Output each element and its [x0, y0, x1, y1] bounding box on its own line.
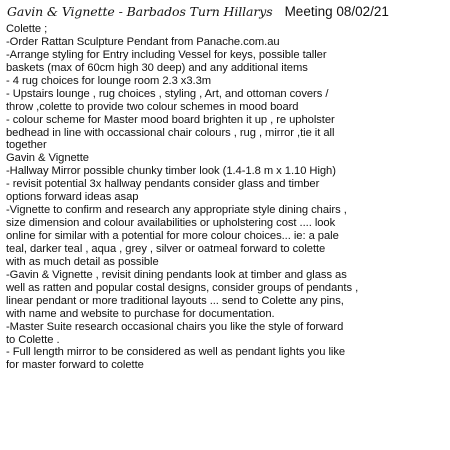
note-line: with name and website to purchase for documentation.: [6, 307, 275, 320]
page-title: Gavin & Vignette - Barbados Turn Hillarys: [7, 4, 273, 19]
note-line: -Gavin & Vignette , revisit dining pendants look at timber and glass as: [6, 268, 347, 281]
note-line: to Colette .: [6, 333, 60, 346]
note-line: -Master Suite research occasional chairs you like the style of forward: [6, 320, 344, 333]
note-line: size dimension and colour availabilities or upholstering cost .... look: [6, 217, 336, 230]
note-line: options forward ideas asap: [6, 191, 139, 204]
note-line: for master forward to colette: [6, 359, 144, 372]
meeting-notes: [6, 23, 444, 372]
note-line: - revisit potential 3x hallway pendants consider glass and timber: [6, 178, 320, 191]
note-line: with as much detail as possible: [6, 255, 159, 268]
note-line: - 4 rug choices for lounge room 2.3 x3.3m: [6, 74, 212, 87]
meeting-date: Meeting 08/02/21: [284, 4, 389, 19]
note-line: linear pendant or more traditional layouts ... send to Colette any pins,: [6, 294, 344, 307]
note-line: online for similar with a potential for more colour choices... ie: a pale: [6, 230, 339, 242]
note-line: -Vignette to confirm and research any appropriate style dining chairs ,: [6, 204, 347, 217]
note-line: -Order Rattan Sculpture Pendant from Panache.com.au: [6, 35, 280, 48]
note-line: Gavin & Vignette: [6, 152, 89, 165]
note-line: - Upstairs lounge , rug choices , styling , Art, and ottoman covers /: [6, 87, 329, 100]
note-line: -Hallway Mirror possible chunky timber look (1.4-1.8 m x 1.10 High): [6, 165, 336, 178]
note-line: - Full length mirror to be considered as well as pendant lights you like: [6, 346, 346, 359]
note-line: bedhead in line with occassional chair colours , rug , mirror ,tie it all: [6, 126, 335, 139]
note-line: well as ratten and popular costal designs, consider groups of pendants ,: [6, 281, 359, 294]
note-line: - colour scheme for Master mood board brighten it up , re upholster: [6, 113, 335, 126]
note-line: throw ,colette to provide two colour schemes in mood board: [6, 100, 299, 113]
note-line: -Arrange styling for Entry including Vessel for keys, possible taller: [6, 48, 327, 61]
note-line: Colette ;: [6, 23, 48, 35]
note-line: together: [6, 139, 47, 152]
note-line: baskets (max of 60cm high 30 deep) and any additional items: [6, 61, 308, 74]
header: [6, 4, 444, 22]
note-line: teal, darker teal , aqua , grey , silver or oatmeal forward to colette: [6, 242, 326, 255]
